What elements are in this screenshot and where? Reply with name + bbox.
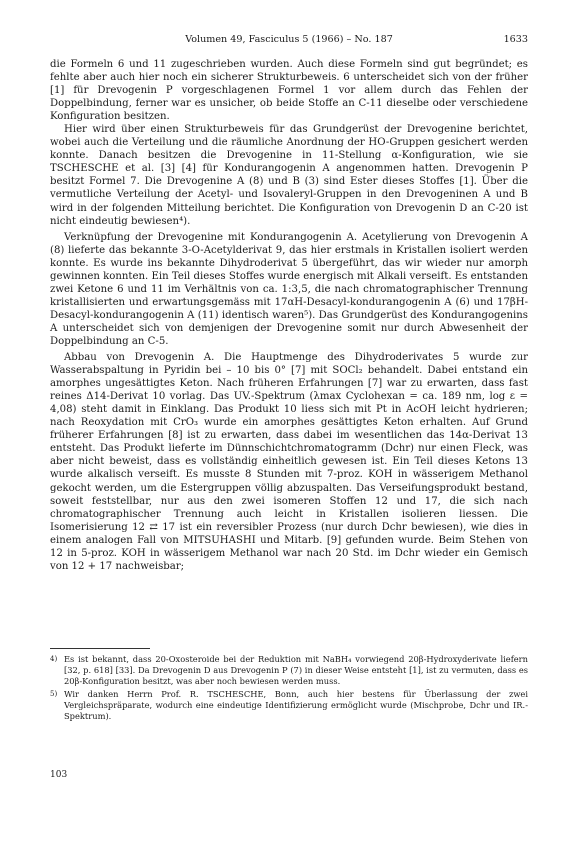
footnotes: [50, 654, 528, 724]
footnote-rule: [50, 648, 150, 649]
journal-page: [50, 0, 528, 864]
page-number: 1633: [503, 34, 528, 45]
footnote-4: [50, 654, 528, 687]
running-title: Volumen 49, Fasciculus 5 (1966) – No. 187: [185, 34, 393, 45]
body-text: [50, 58, 528, 573]
running-head: [50, 34, 528, 48]
paragraph-2: Hier wird über einen Strukturbeweis für das Grundgerüst der Drevogenine berichtet, wobei auch die Verteilung und die räumliche Anordnung der HO-Gruppen gesichert werden konnte. Danach besitzen die Drevogenine in 11-Stellung α-Konfiguration, wie sie TSCHESCHE et al. [3] [4] für Kondurangogenin A angenommen hatten. Drevogenin P besitzt Formel 7. Die Drevogenine A (8) und B (3) sind Ester dieses Stoffes [1]. Über die vermutliche Verteilung der Acetyl- und Isovaleryl-Gruppen in den Drevogeninen A und B wird in der folgenden Mitteilung berichtet. Die Konfiguration von Drevogenin D an C-20 ist nicht eindeutig bewiesen⁴).: [50, 124, 528, 227]
folio-signature: 103: [50, 770, 68, 780]
paragraph-3: Verknüpfung der Drevogenine mit Kondurangogenin A. Acetylierung von Drevogenin A (8) lieferte das bekannte 3-O-Acetylderivat 9, das hier erstmals in Kristallen isoliert werden konnte. Es wurde ins bekannte Dihydroderivat 5 übergeführt, das wir wieder nur amorph gewinnen konnten. Ein Teil dieses Stoffes wurde energisch mit Alkali verseift. Es entstanden zwei Ketone 6 und 11 im Verhältnis von ca. 1:3,5, die nach chromatographischer Trennung kristallisierten und erwartungsgemäss mit 17αH-Desacyl-kondurangogenin A (6) und 17βH-Desacyl-kondurangogenin A (11) identisch waren⁵). Das Grundgerüst des Kondurangogenins A unterscheidet sich von demjenigen der Drevogenine somit nur durch Abwesenheit der Doppelbindung an C-5.: [50, 231, 528, 347]
footnote-mark: 5): [50, 690, 58, 698]
footnote-5: [50, 689, 528, 722]
footnote-mark: 4): [50, 655, 58, 663]
paragraph-1: die Formeln 6 und 11 zugeschrieben wurden. Auch diese Formeln sind gut begründet; es fehlte aber auch hier noch ein sicherer Strukturbeweis. 6 unterscheidet sich von der früher [1] für Drevogenin P vorgeschlagenen Formel 1 vor allem durch das Fehlen der Doppelbindung, ferner war es unsicher, ob beide Stoffe an C-11 dieselbe oder verschiedene Konfiguration besitzen.: [50, 59, 528, 123]
paragraph-4: Abbau von Drevogenin A. Die Hauptmenge des Dihydroderivates 5 wurde zur Wasserabspaltung in Pyridin bei – 10 bis 0° [7] mit SOCl₂ behandelt. Dabei entstand ein amorphes ungesättigtes Keton. Nach früheren Erfahrungen [7] war zu erwarten, dass fast reines Δ14-Derivat 10 vorlag. Das UV.-Spektrum (λmax Cyclohexan = ca. 189 nm, log ε = 4,08) steht damit in Einklang. Das Produkt 10 liess sich mit Pt in AcOH leicht hydrieren; nach Reoxydation mit CrO₃ wurde ein amorphes gesättigtes Keton erhalten. Auf Grund früherer Erfahrungen [8] ist zu erwarten, dass dabei im wesentlichen das 14α-Derivat 13 entsteht. Das Produkt lieferte im Dünnschichtchromatogramm (Dchr) nur einen Fleck, was aber nicht beweist, dass es vollständig einheitlich gewesen ist. Ein Teil dieses Ketons 13 wurde alkalisch verseift. Es musste 8 Stunden mit 7-proz. KOH in wässerigem Methanol gekocht werden, um die Estergruppen völlig abzuspalten. Das Verseifungsprodukt bestand, soweit feststellbar, nur aus den zwei isomeren Stoffen 12 und 17, die sich nach chromatographischer Trennung auch leicht in Kristallen isolieren liessen. Die Isomerisierung 12 ⇄ 17 ist ein reversibler Prozess (nur durch Dchr bewiesen), wie dies in einem analogen Fall von MITSUHASHI und Mitarb. [9] gefunden wurde. Beim Stehen von 12 in 5-proz. KOH in wässerigem Methanol war nach 20 Std. im Dchr wieder ein Gemisch von 12 + 17 nachweisbar;: [50, 352, 528, 572]
footnote-text: Es ist bekannt, dass 20-Oxosteroide bei der Reduktion mit NaBH₄ vorwiegend 20β-Hydroxyderivate liefern [32, p. 618] [33]. Da Drevogenin D aus Drevogenin P (7) in dieser Weise entsteht [1], ist zu vermuten, dass es 20β-Konfiguration besitzt, was aber noch bewiesen werden muss.: [64, 654, 528, 686]
footnote-text: Wir danken Herrn Prof. R. TSCHESCHE, Bonn, auch hier bestens für Überlassung der zwei Vergleichspräparate, wodurch eine eindeutige Identifizierung ermöglicht wurde (Mischprobe, Dchr und IR.-Spektrum).: [64, 689, 528, 721]
